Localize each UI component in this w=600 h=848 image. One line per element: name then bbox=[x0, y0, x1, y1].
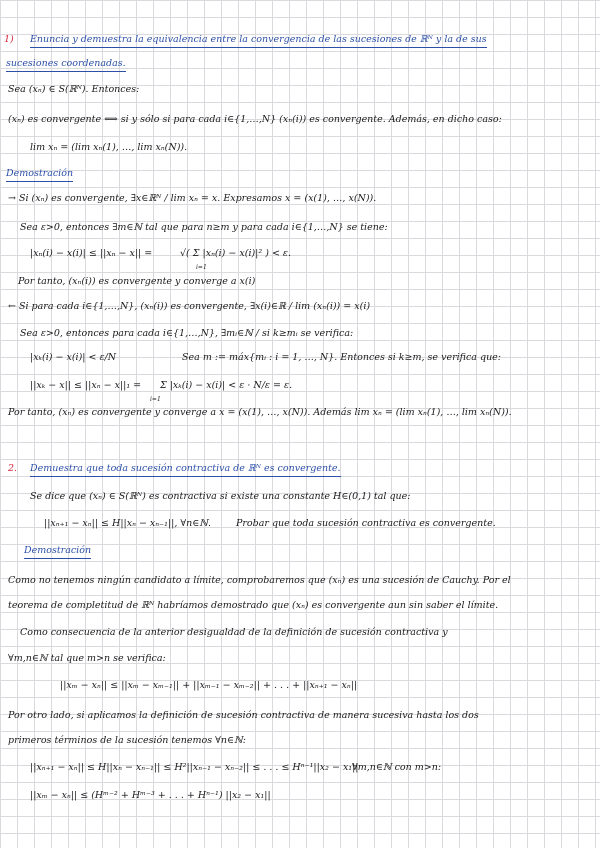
statement-formula: lim xₙ = (lim xₙ(1), …, lim xₙ(N)). bbox=[30, 142, 188, 153]
proof-line: teorema de completitud de ℝᴺ habríamos demostrado que (xₙ) es convergente aun sin saber el límite. bbox=[8, 600, 499, 611]
proof-line: ∀m,n∈ℕ con m>n: bbox=[352, 762, 442, 773]
proof-line: Sea m := máx{mᵢ : i = 1, …, N}. Entonces si k≥m, se verifica que: bbox=[182, 352, 502, 363]
proof-line: primeros términos de la sucesión tenemos ∀n∈ℕ: bbox=[8, 735, 246, 746]
statement-line: Probar que toda sucesión contractiva es convergente. bbox=[236, 518, 496, 529]
proof-line: Como consecuencia de la anterior desigualdad de la definición de sucesión contractiva y bbox=[20, 627, 448, 638]
proof-formula: ||xₘ − xₙ|| ≤ ||xₘ − xₘ₋₁|| + ||xₘ₋₁ − xₘ₋₂|| + . . . + ||xₙ₊₁ − xₙ|| bbox=[60, 680, 358, 691]
exercise-title-continued: sucesiones coordenadas. bbox=[6, 58, 126, 72]
exercise-title: Demuestra que toda sucesión contractiva de ℝᴺ es convergente. bbox=[30, 463, 341, 477]
statement-formula: ||xₙ₊₁ − xₙ|| ≤ H||xₙ − xₙ₋₁||, ∀n∈ℕ. bbox=[44, 518, 211, 529]
sum-index: i=1 bbox=[196, 264, 207, 271]
proof-formula: |xₙ(i) − x(i)| ≤ ||xₙ − x|| = bbox=[30, 248, 153, 259]
proof-formula: √( Σ |xₙ(i) − x(i)|² ) < ε. bbox=[180, 248, 292, 259]
proof-line: Por tanto, (xₙ(i)) es convergente y converge a x(i) bbox=[18, 276, 256, 287]
proof-line: Sea ε>0, entonces para cada i∈{1,…,N}, ∃mᵢ∈ℕ / si k≥mᵢ se verifica: bbox=[20, 328, 354, 339]
proof-conclusion: Por tanto, (xₙ) es convergente y converge a x = (x(1), …, x(N)). Además lim xₙ = (lim xₙ(1), …, lim xₙ(N)). bbox=[8, 407, 512, 418]
proof-line: Como no tenemos ningún candidato a límite, comprobaremos que (xₙ) es una sucesión de Cauchy. Por el bbox=[8, 575, 511, 586]
proof-formula: |xₖ(i) − x(i)| < ε/N bbox=[30, 352, 117, 363]
proof-formula: ||xₘ − xₙ|| ≤ (Hᵐ⁻² + Hᵐ⁻³ + . . . + Hⁿ⁻¹) ||x₂ − x₁|| bbox=[30, 790, 271, 801]
proof-heading: Demostración bbox=[6, 168, 73, 182]
proof-formula: Σ |xₖ(i) − x(i)| < ε · N/ε = ε. bbox=[160, 380, 293, 391]
proof-line: Sea ε>0, entonces ∃m∈ℕ tal que para n≥m y para cada i∈{1,…,N} se tiene: bbox=[20, 222, 388, 233]
statement-line: (xₙ) es convergente ⟺ si y sólo si para cada i∈{1,…,N} (xₙ(i)) es convergente. Además, en dicho caso: bbox=[8, 114, 502, 125]
proof-line: Por otro lado, si aplicamos la definición de sucesión contractiva de manera sucesiva hasta los dos bbox=[8, 710, 479, 721]
proof-formula: ||xₖ − x|| ≤ ||xₙ − x||₁ = bbox=[30, 380, 142, 391]
statement-line: Sea (xₙ) ∈ S(ℝᴺ). Entonces: bbox=[8, 84, 140, 95]
sum-index: i=1 bbox=[150, 396, 161, 403]
exercise-title: Enuncia y demuestra la equivalencia entre la convergencia de las sucesiones de ℝᴺ y la de sus bbox=[30, 34, 487, 48]
proof-formula: ||xₙ₊₁ − xₙ|| ≤ H||xₙ − xₙ₋₁|| ≤ H²||xₙ₋₁ − xₙ₋₂|| ≤ . . . ≤ Hⁿ⁻¹||x₂ − x₁|| bbox=[30, 762, 359, 773]
statement-line: Se dice que (xₙ) ∈ S(ℝᴺ) es contractiva si existe una constante H∈(0,1) tal que: bbox=[30, 491, 411, 502]
proof-line: ← Si para cada i∈{1,…,N}, (xₙ(i)) es convergente, ∃x(i)∈ℝ / lim (xₙ(i)) = x(i) bbox=[8, 301, 371, 312]
exercise-number: 1) bbox=[4, 34, 14, 45]
proof-line: → Si (xₙ) es convergente, ∃x∈ℝᴺ / lim xₙ = x. Expresamos x = (x(1), …, x(N)). bbox=[8, 193, 377, 204]
proof-line: ∀m,n∈ℕ tal que m>n se verifica: bbox=[8, 653, 166, 664]
proof-heading: Demostración bbox=[24, 545, 91, 559]
exercise-number: 2. bbox=[8, 463, 18, 474]
